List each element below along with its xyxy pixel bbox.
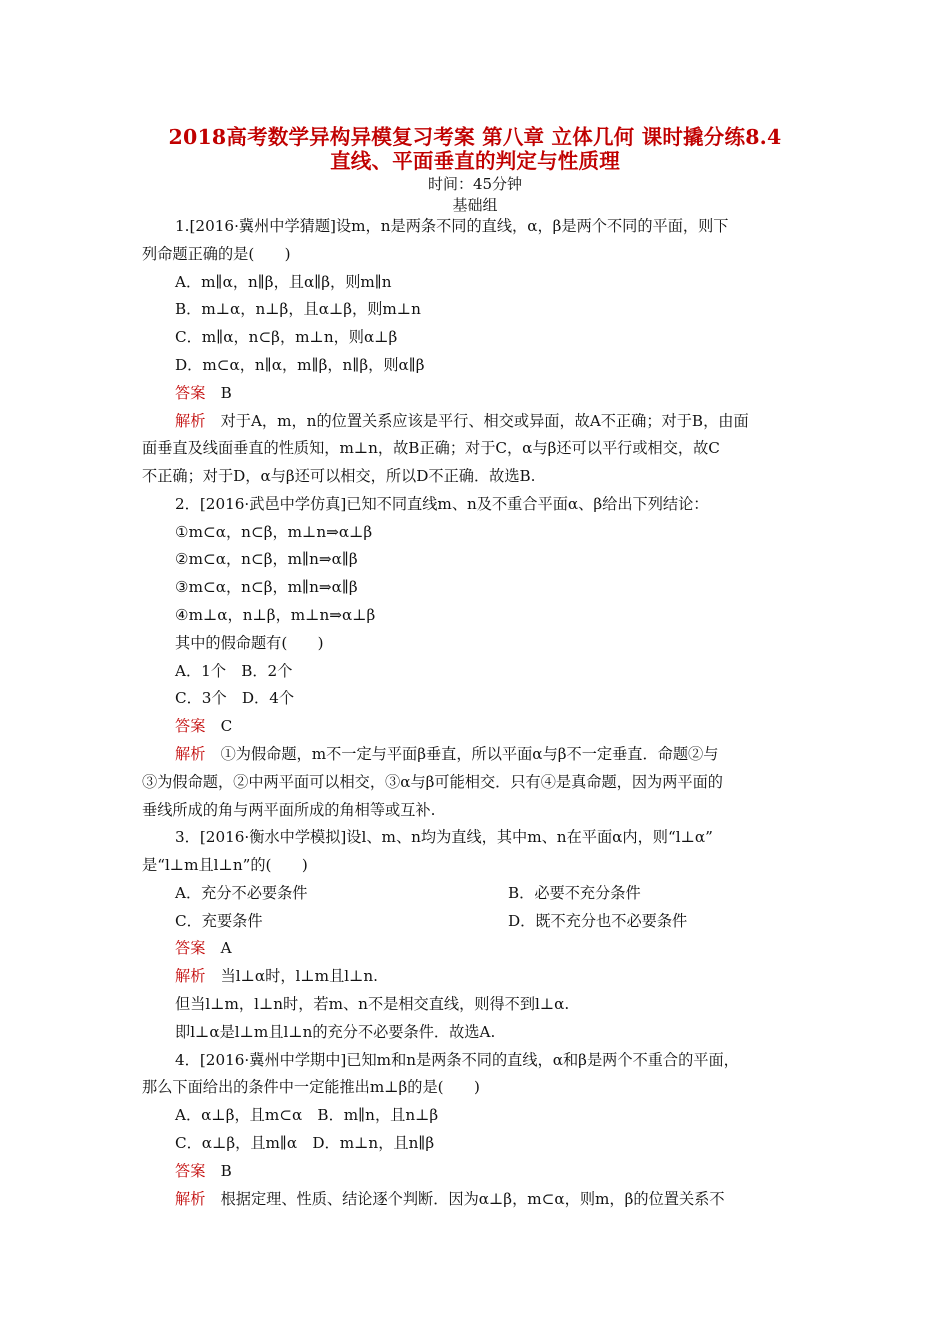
q2-options-cd: C．3个 D．4个 bbox=[175, 689, 295, 707]
document-title-line-1: 2018高考数学异构异模复习考案 第八章 立体几何 课时撬分练8.4 bbox=[168, 125, 782, 149]
q2-analysis-line-2: ③为假命题，②中两平面可以相交，③α与β可能相交．只有④是真命题，因为两平面的 bbox=[142, 773, 723, 791]
answer-value: B bbox=[220, 1162, 232, 1180]
q3-option-d: D．既不充分也不必要条件 bbox=[508, 912, 688, 930]
q3-stem-line-1: 3．[2016·衡水中学模拟]设l、m、n均为直线，其中m、n在平面α内，则“l⊥α” bbox=[175, 828, 713, 846]
q4-stem-line-1: 4．[2016·冀州中学期中]已知m和n是两条不同的直线，α和β是两个不重合的平面， bbox=[175, 1051, 739, 1069]
q3-stem-line-2: 是“l⊥m且l⊥n”的( ) bbox=[142, 856, 308, 874]
q2-stem: 2．[2016·武邑中学仿真]已知不同直线m、n及不重合平面α、β给出下列结论： bbox=[175, 495, 709, 513]
q2-analysis-line-3: 垂线所成的角与两平面所成的角相等或互补. bbox=[142, 801, 436, 819]
q1-option-b: B．m⊥α，n⊥β，且α⊥β，则m⊥n bbox=[175, 300, 421, 318]
q2-analysis-line-1 bbox=[175, 744, 718, 764]
q2-conclusion-2: ②m⊂α，n⊂β，m∥n⇒α∥β bbox=[175, 550, 358, 568]
answer-label: 答案 bbox=[175, 717, 206, 735]
q4-analysis-line-1 bbox=[175, 1189, 725, 1209]
q4-options-cd: C．α⊥β，且m∥α D．m⊥n，且n∥β bbox=[175, 1134, 435, 1152]
q2-answer bbox=[175, 716, 232, 736]
time-limit: 时间：45分钟 bbox=[427, 175, 523, 193]
analysis-label: 解析 bbox=[175, 1190, 206, 1208]
document-title-line-2: 直线、平面垂直的判定与性质理 bbox=[330, 149, 620, 173]
section-heading: 基础组 bbox=[452, 196, 498, 214]
q1-analysis-line-3: 不正确；对于D，α与β还可以相交，所以D不正确．故选B. bbox=[142, 467, 536, 485]
q1-analysis-line-2: 面垂直及线面垂直的性质知，m⊥n，故B正确；对于C，α与β还可以平行或相交，故C bbox=[142, 439, 720, 457]
answer-value: B bbox=[220, 384, 232, 402]
q1-option-a: A．m∥α，n∥β，且α∥β，则m∥n bbox=[175, 273, 392, 291]
q3-analysis-line-1 bbox=[175, 966, 378, 986]
answer-value: C bbox=[220, 717, 233, 735]
answer-value: A bbox=[220, 939, 232, 957]
q3-answer bbox=[175, 938, 232, 958]
q3-option-c: C．充要条件 bbox=[175, 912, 263, 930]
analysis-text: 当l⊥α时，l⊥m且l⊥n. bbox=[220, 967, 378, 985]
q4-answer bbox=[175, 1161, 232, 1181]
q4-options-ab: A．α⊥β，且m⊂α B．m∥n，且n⊥β bbox=[175, 1106, 439, 1124]
analysis-label: 解析 bbox=[175, 745, 206, 763]
q3-analysis-line-3: 即l⊥α是l⊥m且l⊥n的充分不必要条件．故选A. bbox=[175, 1023, 496, 1041]
q2-options-ab: A．1个 B．2个 bbox=[175, 662, 293, 680]
q1-option-d: D．m⊂α，n∥α，m∥β，n∥β，则α∥β bbox=[175, 356, 425, 374]
q1-option-c: C．m∥α，n⊂β，m⊥n，则α⊥β bbox=[175, 328, 398, 346]
q1-stem-line-2: 列命题正确的是( ) bbox=[142, 245, 291, 263]
q1-answer bbox=[175, 383, 232, 403]
q1-analysis-line-1 bbox=[175, 411, 749, 431]
answer-label: 答案 bbox=[175, 384, 206, 402]
q3-option-a: A．充分不必要条件 bbox=[175, 884, 308, 902]
analysis-text: ①为假命题，m不一定与平面β垂直，所以平面α与β不一定垂直．命题②与 bbox=[220, 745, 719, 763]
q3-analysis-line-2: 但当l⊥m，l⊥n时，若m、n不是相交直线，则得不到l⊥α. bbox=[175, 995, 570, 1013]
analysis-text: 对于A，m，n的位置关系应该是平行、相交或异面，故A不正确；对于B，由面 bbox=[220, 412, 749, 430]
q2-conclusion-1: ①m⊂α，n⊂β，m⊥n⇒α⊥β bbox=[175, 523, 373, 541]
analysis-label: 解析 bbox=[175, 412, 206, 430]
q2-conclusion-3: ③m⊂α，n⊂β，m∥n⇒α∥β bbox=[175, 578, 358, 596]
q1-stem-line-1: 1.[2016·冀州中学猜题]设m，n是两条不同的直线，α，β是两个不同的平面，则下 bbox=[175, 217, 729, 235]
analysis-text: 根据定理、性质、结论逐个判断．因为α⊥β，m⊂α，则m，β的位置关系不 bbox=[220, 1190, 725, 1208]
analysis-label: 解析 bbox=[175, 967, 206, 985]
q2-ask: 其中的假命题有( ) bbox=[175, 634, 324, 652]
q4-stem-line-2: 那么下面给出的条件中一定能推出m⊥β的是( ) bbox=[142, 1078, 480, 1096]
q2-conclusion-4: ④m⊥α，n⊥β，m⊥n⇒α⊥β bbox=[175, 606, 376, 624]
answer-label: 答案 bbox=[175, 939, 206, 957]
answer-label: 答案 bbox=[175, 1162, 206, 1180]
q3-option-b: B．必要不充分条件 bbox=[508, 884, 641, 902]
